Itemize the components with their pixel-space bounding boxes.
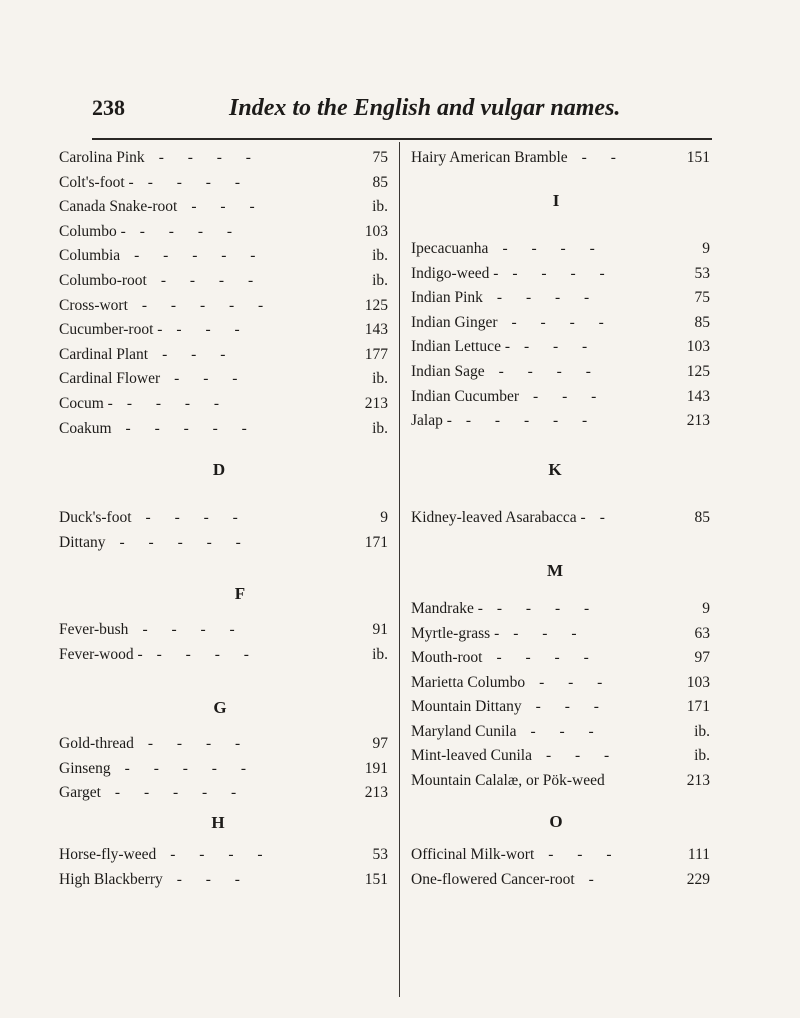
entry-leader: - - - xyxy=(533,387,607,405)
entry-leader: - - - - xyxy=(145,509,248,526)
entry-term: Mandrake - xyxy=(411,600,483,617)
entry-leader: - - - - xyxy=(496,649,599,666)
entry-term: One-flowered Cancer-root xyxy=(411,870,575,888)
index-entry xyxy=(411,622,710,646)
index-entry xyxy=(411,506,710,530)
index-entry xyxy=(411,146,710,170)
entry-term: Marietta Columbo xyxy=(411,673,526,691)
entry-term: Indian Lettuce - xyxy=(411,338,510,356)
entry-term: Kidney-leaved Asarabacca - xyxy=(411,509,586,526)
entry-leader: - - - - - xyxy=(124,759,256,777)
index-entry xyxy=(59,618,388,642)
index-entry xyxy=(59,757,388,781)
index-entry xyxy=(411,868,710,892)
entry-leader: - - - - - xyxy=(465,412,598,430)
index-entry xyxy=(59,318,388,342)
column-divider xyxy=(399,142,400,997)
entry-term: Columbo-root xyxy=(59,272,147,289)
entry-page: 213 xyxy=(364,395,388,412)
entry-page: 143 xyxy=(364,321,388,339)
entry-term: Cocum - xyxy=(59,395,113,412)
entry-leader: - - - - - xyxy=(141,296,274,314)
entry-term: Indian Pink xyxy=(411,289,483,307)
entry-page: 103 xyxy=(686,338,710,356)
index-entry xyxy=(411,695,710,719)
entry-leader: - - - xyxy=(539,673,613,691)
entry-page: 53 xyxy=(694,264,710,282)
entry-page: 177 xyxy=(364,345,388,363)
entry-term: Cardinal Flower xyxy=(59,370,161,388)
entry-page: 229 xyxy=(686,870,710,888)
entry-page: 97 xyxy=(372,735,388,752)
entry-term: Garget xyxy=(59,784,101,801)
entry-page: ib. xyxy=(372,370,388,388)
index-entry xyxy=(59,367,388,391)
section-letter: K xyxy=(548,460,562,479)
entry-leader: - - - - - xyxy=(114,784,247,801)
entry-term: Officinal Milk-wort xyxy=(411,846,535,863)
entry-leader: - xyxy=(588,870,604,888)
entry-page: ib. xyxy=(372,272,388,289)
index-entry xyxy=(411,385,710,409)
entry-leader: - - - xyxy=(162,345,236,363)
entry-leader: - - - xyxy=(176,870,250,888)
index-entry xyxy=(59,392,388,416)
entry-leader: - - - - xyxy=(170,846,273,863)
page-number: 238 xyxy=(92,95,125,120)
entry-leader: - - - - xyxy=(158,149,261,166)
entry-leader: - - - - xyxy=(502,240,605,257)
index-entry xyxy=(59,244,388,268)
entry-leader: - - - - xyxy=(147,735,251,752)
running-title: Index to the English and vulgar names. xyxy=(229,95,621,121)
entry-leader: - - - - xyxy=(512,264,615,282)
entry-term: Indian Sage xyxy=(411,363,485,380)
entry-term: Gold-thread xyxy=(59,735,134,752)
section-letter: D xyxy=(212,460,226,479)
entry-leader: - - - - xyxy=(160,272,264,289)
entry-page: 213 xyxy=(364,784,388,801)
index-entry xyxy=(411,237,710,261)
entry-page: 53 xyxy=(372,846,388,863)
section-letter: I xyxy=(552,191,560,210)
entry-page: 9 xyxy=(702,240,710,257)
index-entry xyxy=(411,843,710,867)
index-entry xyxy=(59,146,388,170)
entry-leader: - - - - xyxy=(142,621,245,638)
entry-page: 85 xyxy=(372,173,388,191)
entry-page: 213 xyxy=(686,771,710,789)
entry-term: Maryland Cunila xyxy=(411,722,517,740)
entry-page: 125 xyxy=(364,296,388,314)
index-entry xyxy=(411,409,710,433)
entry-page: 213 xyxy=(686,412,710,430)
entry-leader: - - - xyxy=(530,722,604,740)
entry-term: Fever-wood - xyxy=(59,645,143,663)
entry-term: Colt's-foot - xyxy=(59,173,134,191)
index-entry xyxy=(59,343,388,367)
index-entry xyxy=(411,597,710,621)
entry-term: Cardinal Plant xyxy=(59,345,149,363)
index-entry xyxy=(59,506,388,530)
entry-leader: - - - - xyxy=(156,645,259,663)
entry-page: 171 xyxy=(686,698,710,715)
entry-leader: - - - - xyxy=(139,222,243,240)
entry-leader: - - - xyxy=(535,698,609,715)
index-entry xyxy=(411,744,710,768)
index-entry xyxy=(59,269,388,293)
entry-page: 111 xyxy=(687,846,710,863)
entry-page: 103 xyxy=(686,673,710,691)
index-entry xyxy=(59,220,388,244)
entry-page: ib. xyxy=(372,198,388,216)
index-entry xyxy=(411,671,710,695)
entry-leader: - - - - xyxy=(496,289,600,307)
entry-leader: - - - xyxy=(174,370,248,388)
entry-page: 9 xyxy=(380,509,388,526)
entry-term: High Blackberry xyxy=(59,870,163,888)
entry-leader: - - - - xyxy=(496,600,600,617)
entry-page: 85 xyxy=(694,509,710,526)
index-entry xyxy=(411,646,710,670)
entry-page: 143 xyxy=(686,387,710,405)
entry-page: 75 xyxy=(694,289,710,307)
index-entry xyxy=(411,720,710,744)
index-entry xyxy=(411,769,710,793)
entry-leader: - - - xyxy=(545,747,620,764)
entry-term: Hairy American Bramble xyxy=(411,149,568,166)
section-letter: M xyxy=(546,561,564,580)
entry-term: Mouth-root xyxy=(411,649,483,666)
section-letter: H xyxy=(211,813,225,832)
index-entry xyxy=(59,643,388,667)
index-entry xyxy=(411,360,710,384)
entry-page: 151 xyxy=(364,870,388,888)
index-entry xyxy=(59,732,388,756)
index-entry xyxy=(59,294,388,318)
entry-page: 85 xyxy=(694,313,710,331)
entry-page: 91 xyxy=(372,621,388,638)
entry-page: 75 xyxy=(372,149,388,166)
entry-term: Dittany xyxy=(59,533,106,551)
index-entry xyxy=(59,843,388,867)
page-header xyxy=(0,95,800,131)
entry-term: Indigo-weed - xyxy=(411,264,499,282)
entry-term: Carolina Pink xyxy=(59,149,145,166)
entry-page: ib. xyxy=(694,747,710,764)
entry-page: 103 xyxy=(364,222,388,240)
entry-term: Fever-bush xyxy=(59,621,129,638)
entry-term: Cross-wort xyxy=(59,296,128,314)
index-entry xyxy=(59,531,388,555)
entry-leader: - - - xyxy=(513,624,587,642)
section-letter: G xyxy=(213,698,227,717)
entry-page: ib. xyxy=(372,645,388,663)
index-entry xyxy=(59,195,388,219)
index-entry xyxy=(411,286,710,310)
entry-leader: - - - xyxy=(523,338,598,356)
index-entry xyxy=(59,781,388,805)
entry-leader: - - - - xyxy=(126,395,230,412)
entry-term: Jalap - xyxy=(411,412,452,430)
entry-page: ib. xyxy=(694,722,710,740)
entry-term: Duck's-foot xyxy=(59,509,132,526)
entry-term: Canada Snake-root xyxy=(59,198,178,216)
entry-term: Coakum xyxy=(59,419,112,437)
entry-term: Mint-leaved Cunila xyxy=(411,747,532,764)
entry-page: 171 xyxy=(364,533,388,551)
section-letter: F xyxy=(234,584,246,603)
entry-term: Cucumber-root - xyxy=(59,321,163,339)
entry-term: Mountain Dittany xyxy=(411,698,522,715)
entry-term: Columbia xyxy=(59,247,121,265)
entry-leader: - - - - xyxy=(147,173,250,191)
entry-term: Horse-fly-weed xyxy=(59,846,157,863)
entry-leader: - - - xyxy=(191,198,265,216)
entry-page: 191 xyxy=(364,759,388,777)
index-entry xyxy=(59,171,388,195)
index-entry xyxy=(411,311,710,335)
entry-term: Ginseng xyxy=(59,759,111,777)
entry-page: 125 xyxy=(686,363,710,380)
entry-page: 9 xyxy=(702,600,710,617)
entry-leader: - - - - - xyxy=(134,247,266,265)
entry-term: Columbo - xyxy=(59,222,126,240)
entry-leader: - - - xyxy=(548,846,622,863)
entry-leader: - - - xyxy=(176,321,250,339)
index-entry xyxy=(411,262,710,286)
entry-page: 151 xyxy=(686,149,710,166)
entry-page: 63 xyxy=(694,624,710,642)
entry-page: 97 xyxy=(694,649,710,666)
header-rule xyxy=(92,138,712,140)
index-entry xyxy=(411,335,710,359)
entry-leader: - - - - xyxy=(511,313,614,331)
entry-term: Indian Ginger xyxy=(411,313,498,331)
index-entry xyxy=(59,417,388,441)
entry-page: ib. xyxy=(372,247,388,265)
entry-term: Myrtle-grass - xyxy=(411,624,500,642)
entry-term: Indian Cucumber xyxy=(411,387,520,405)
entry-leader: - - - - xyxy=(498,363,601,380)
section-letter: O xyxy=(549,812,563,831)
entry-term: Mountain Calalæ, or Pök-weed xyxy=(411,771,605,789)
entry-leader: - - - - - xyxy=(119,533,251,551)
entry-leader: - - - - - xyxy=(125,419,257,437)
entry-leader: - - xyxy=(581,149,626,166)
entry-leader: - xyxy=(599,509,615,526)
index-entry xyxy=(59,868,388,892)
entry-term: Ipecacuanha xyxy=(411,240,489,257)
entry-page: ib. xyxy=(372,419,388,437)
